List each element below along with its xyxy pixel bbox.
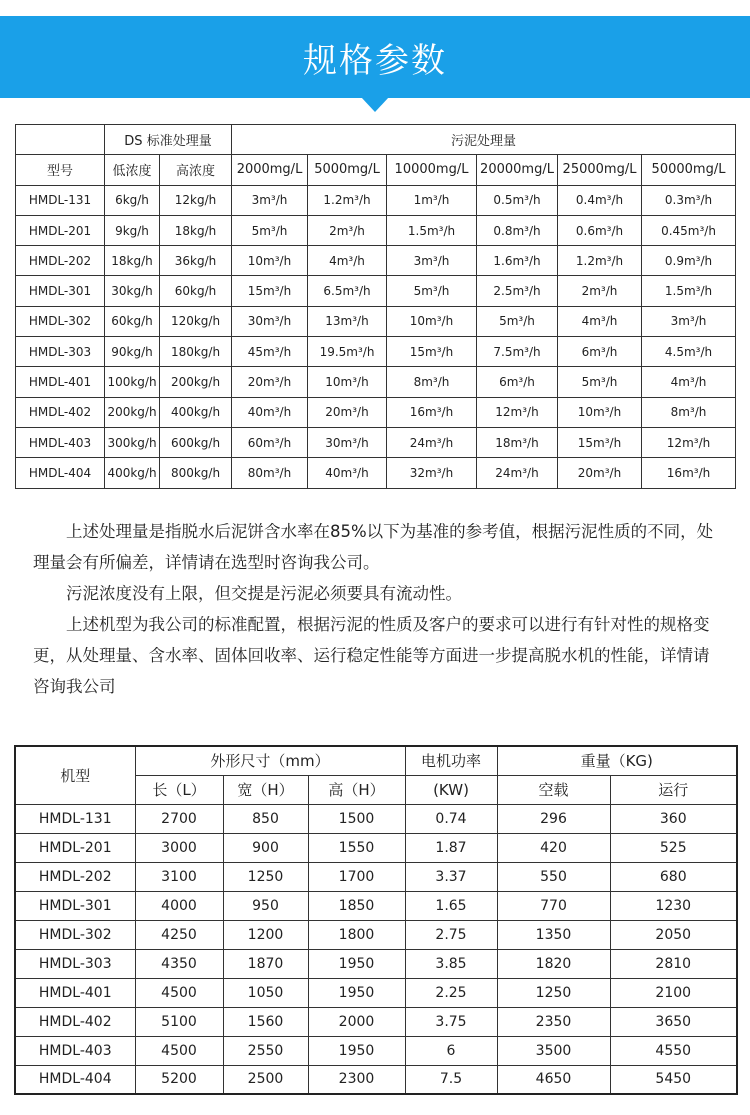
table-cell: 1870 — [223, 949, 308, 978]
table-cell: 4350 — [135, 949, 223, 978]
table-cell: 3.75 — [405, 1007, 497, 1036]
table-cell: 60m³/h — [232, 427, 308, 457]
header-conc: 25000mg/L — [558, 155, 642, 185]
table-cell: 15m³/h — [558, 427, 642, 457]
table-cell: 3.37 — [405, 862, 497, 891]
header-width: 宽（H） — [223, 775, 308, 804]
table-cell: 2300 — [308, 1065, 405, 1094]
capacity-subheader-row — [16, 155, 736, 185]
table-cell: 1950 — [308, 978, 405, 1007]
table-cell: 30m³/h — [232, 306, 308, 336]
header-blank — [16, 125, 105, 155]
table-cell: 1250 — [223, 862, 308, 891]
table-cell: 6.5m³/h — [308, 276, 387, 306]
header-weight-group: 重量（KG) — [497, 746, 737, 775]
table-cell: 3500 — [497, 1036, 610, 1065]
table-cell: 5200 — [135, 1065, 223, 1094]
table-cell: 1500 — [308, 804, 405, 833]
banner-notch — [361, 97, 389, 112]
header-conc: 2000mg/L — [232, 155, 308, 185]
table-row — [16, 337, 736, 367]
table-cell: 200kg/h — [105, 397, 160, 427]
table-cell: 20m³/h — [308, 397, 387, 427]
table-cell: 1350 — [497, 920, 610, 949]
table-cell: 550 — [497, 862, 610, 891]
table-cell: 10m³/h — [558, 397, 642, 427]
table-cell: 5m³/h — [232, 215, 308, 245]
table-cell: 12m³/h — [477, 397, 558, 427]
header-length: 长（L） — [135, 775, 223, 804]
table-cell: 60kg/h — [160, 276, 232, 306]
table-cell: 10m³/h — [387, 306, 477, 336]
table-cell: 6 — [405, 1036, 497, 1065]
table-cell: 800kg/h — [160, 458, 232, 488]
model-cell: HMDL-301 — [15, 891, 135, 920]
header-sludge-group: 污泥处理量 — [232, 125, 736, 155]
table-cell: 8m³/h — [642, 397, 736, 427]
dimension-table-body — [15, 804, 737, 1094]
table-cell: 19.5m³/h — [308, 337, 387, 367]
table-row — [16, 246, 736, 276]
table-cell: 24m³/h — [387, 427, 477, 457]
table-cell: 9kg/h — [105, 215, 160, 245]
table-row — [15, 804, 737, 833]
table-cell: 0.5m³/h — [477, 185, 558, 215]
table-cell: 4m³/h — [642, 367, 736, 397]
header-low: 低浓度 — [105, 155, 160, 185]
model-cell: HMDL-302 — [15, 920, 135, 949]
table-row — [15, 978, 737, 1007]
model-cell: HMDL-401 — [16, 367, 105, 397]
table-cell: 3100 — [135, 862, 223, 891]
table-cell: 200kg/h — [160, 367, 232, 397]
capacity-table — [15, 124, 736, 489]
table-row — [16, 458, 736, 488]
table-cell: 6m³/h — [477, 367, 558, 397]
note-paragraph: 上述机型为我公司的标准配置，根据污泥的性质及客户的要求可以进行有针对性的规格变更，从处理量、含水率、固体回收率、运行稳定性能等方面进一步提高脱水机的性能，详情请咨询我公司 — [33, 615, 710, 696]
table-cell: 3000 — [135, 833, 223, 862]
table-cell: 1560 — [223, 1007, 308, 1036]
table-cell: 8m³/h — [387, 367, 477, 397]
table-cell: 6kg/h — [105, 185, 160, 215]
header-model: 型号 — [16, 155, 105, 185]
table-cell: 4500 — [135, 1036, 223, 1065]
table-cell: 1950 — [308, 949, 405, 978]
model-cell: HMDL-303 — [15, 949, 135, 978]
table-cell: 1050 — [223, 978, 308, 1007]
table-cell: 680 — [610, 862, 737, 891]
table-row — [15, 862, 737, 891]
table-cell: 2500 — [223, 1065, 308, 1094]
table-row — [16, 367, 736, 397]
table-cell: 0.3m³/h — [642, 185, 736, 215]
table-cell: 12m³/h — [642, 427, 736, 457]
table-cell: 15m³/h — [387, 337, 477, 367]
table-cell: 40m³/h — [308, 458, 387, 488]
model-cell: HMDL-131 — [15, 804, 135, 833]
table-cell: 4m³/h — [308, 246, 387, 276]
header-empty: 空载 — [497, 775, 610, 804]
table-cell: 1700 — [308, 862, 405, 891]
table-cell: 5m³/h — [558, 367, 642, 397]
table-cell: 2050 — [610, 920, 737, 949]
model-cell: HMDL-302 — [16, 306, 105, 336]
model-cell: HMDL-402 — [15, 1007, 135, 1036]
table-cell: 296 — [497, 804, 610, 833]
table-cell: 12kg/h — [160, 185, 232, 215]
table-cell: 1.87 — [405, 833, 497, 862]
table-cell: 3m³/h — [232, 185, 308, 215]
table-cell: 1950 — [308, 1036, 405, 1065]
table-cell: 6m³/h — [558, 337, 642, 367]
table-cell: 2m³/h — [558, 276, 642, 306]
model-cell: HMDL-303 — [16, 337, 105, 367]
table-cell: 18m³/h — [477, 427, 558, 457]
table-cell: 18kg/h — [105, 246, 160, 276]
table-cell: 4650 — [497, 1065, 610, 1094]
table-cell: 1.6m³/h — [477, 246, 558, 276]
model-cell: HMDL-201 — [15, 833, 135, 862]
header-running: 运行 — [610, 775, 737, 804]
capacity-table-body — [16, 185, 736, 488]
table-cell: 20m³/h — [558, 458, 642, 488]
model-cell: HMDL-403 — [15, 1036, 135, 1065]
table-cell: 4m³/h — [558, 306, 642, 336]
table-cell: 45m³/h — [232, 337, 308, 367]
table-cell: 32m³/h — [387, 458, 477, 488]
model-cell: HMDL-402 — [16, 397, 105, 427]
table-cell: 2350 — [497, 1007, 610, 1036]
table-cell: 40m³/h — [232, 397, 308, 427]
table-row — [15, 1065, 737, 1094]
table-row — [15, 1007, 737, 1036]
table-cell: 4000 — [135, 891, 223, 920]
model-cell: HMDL-201 — [16, 215, 105, 245]
table-cell: 90kg/h — [105, 337, 160, 367]
table-cell: 900 — [223, 833, 308, 862]
table-cell: 5450 — [610, 1065, 737, 1094]
table-cell: 1.5m³/h — [387, 215, 477, 245]
section-banner — [0, 16, 750, 98]
section-title: 规格参数 — [303, 40, 447, 81]
table-cell: 0.9m³/h — [642, 246, 736, 276]
table-cell: 5100 — [135, 1007, 223, 1036]
model-cell: HMDL-403 — [16, 427, 105, 457]
table-cell: 2810 — [610, 949, 737, 978]
table-cell: 1.2m³/h — [308, 185, 387, 215]
table-cell: 2m³/h — [308, 215, 387, 245]
table-cell: 13m³/h — [308, 306, 387, 336]
table-cell: 4550 — [610, 1036, 737, 1065]
table-cell: 1.65 — [405, 891, 497, 920]
note-paragraph: 上述处理量是指脱水后泥饼含水率在85%以下为基准的参考值，根据污泥性质的不同，处理量会有所偏差，详情请在选型时咨询我公司。 — [33, 522, 714, 572]
table-row — [16, 276, 736, 306]
table-cell: 1800 — [308, 920, 405, 949]
table-cell: 2100 — [610, 978, 737, 1007]
table-cell: 3m³/h — [387, 246, 477, 276]
note-paragraph: 污泥浓度没有上限，但交提是污泥必须要具有流动性。 — [66, 584, 462, 603]
table-cell: 850 — [223, 804, 308, 833]
table-cell: 4250 — [135, 920, 223, 949]
table-cell: 2.75 — [405, 920, 497, 949]
table-cell: 2.5m³/h — [477, 276, 558, 306]
table-row — [16, 306, 736, 336]
table-cell: 1.5m³/h — [642, 276, 736, 306]
table-cell: 16m³/h — [642, 458, 736, 488]
header-high: 高浓度 — [160, 155, 232, 185]
table-cell: 1820 — [497, 949, 610, 978]
table-cell: 0.74 — [405, 804, 497, 833]
table-cell: 18kg/h — [160, 215, 232, 245]
table-cell: 2.25 — [405, 978, 497, 1007]
table-cell: 525 — [610, 833, 737, 862]
table-cell: 180kg/h — [160, 337, 232, 367]
header-model: 机型 — [15, 746, 135, 804]
table-cell: 16m³/h — [387, 397, 477, 427]
model-cell: HMDL-404 — [15, 1065, 135, 1094]
dimension-header-row — [15, 746, 737, 775]
table-cell: 5m³/h — [387, 276, 477, 306]
table-cell: 2000 — [308, 1007, 405, 1036]
table-cell: 600kg/h — [160, 427, 232, 457]
table-cell: 1m³/h — [387, 185, 477, 215]
table-cell: 10m³/h — [308, 367, 387, 397]
table-row — [15, 920, 737, 949]
table-cell: 0.8m³/h — [477, 215, 558, 245]
header-ds-group: DS 标准处理量 — [105, 125, 232, 155]
dimension-table — [14, 745, 738, 1095]
table-row — [15, 1036, 737, 1065]
table-cell: 15m³/h — [232, 276, 308, 306]
table-cell: 1850 — [308, 891, 405, 920]
model-cell: HMDL-301 — [16, 276, 105, 306]
table-cell: 10m³/h — [232, 246, 308, 276]
table-cell: 1550 — [308, 833, 405, 862]
table-row — [15, 949, 737, 978]
table-cell: 80m³/h — [232, 458, 308, 488]
header-conc: 20000mg/L — [477, 155, 558, 185]
model-cell: HMDL-131 — [16, 185, 105, 215]
table-cell: 5m³/h — [477, 306, 558, 336]
table-cell: 1250 — [497, 978, 610, 1007]
table-cell: 1200 — [223, 920, 308, 949]
table-cell: 300kg/h — [105, 427, 160, 457]
table-cell: 770 — [497, 891, 610, 920]
table-cell: 420 — [497, 833, 610, 862]
table-cell: 24m³/h — [477, 458, 558, 488]
table-cell: 950 — [223, 891, 308, 920]
table-row — [16, 215, 736, 245]
table-cell: 3m³/h — [642, 306, 736, 336]
table-cell: 1.2m³/h — [558, 246, 642, 276]
header-conc: 5000mg/L — [308, 155, 387, 185]
table-cell: 2700 — [135, 804, 223, 833]
table-cell: 36kg/h — [160, 246, 232, 276]
table-cell: 4500 — [135, 978, 223, 1007]
notes — [33, 516, 725, 702]
header-power: 电机功率 — [405, 746, 497, 775]
table-cell: 3650 — [610, 1007, 737, 1036]
table-cell: 7.5 — [405, 1065, 497, 1094]
model-cell: HMDL-202 — [16, 246, 105, 276]
table-row — [16, 185, 736, 215]
header-height: 高（H） — [308, 775, 405, 804]
table-cell: 0.4m³/h — [558, 185, 642, 215]
table-cell: 7.5m³/h — [477, 337, 558, 367]
table-cell: 0.6m³/h — [558, 215, 642, 245]
table-cell: 4.5m³/h — [642, 337, 736, 367]
table-cell: 400kg/h — [105, 458, 160, 488]
table-cell: 20m³/h — [232, 367, 308, 397]
table-cell: 0.45m³/h — [642, 215, 736, 245]
table-cell: 100kg/h — [105, 367, 160, 397]
table-cell: 120kg/h — [160, 306, 232, 336]
table-row — [16, 427, 736, 457]
model-cell: HMDL-404 — [16, 458, 105, 488]
table-cell: 30kg/h — [105, 276, 160, 306]
model-cell: HMDL-202 — [15, 862, 135, 891]
header-size-group: 外形尺寸（mm） — [135, 746, 405, 775]
table-cell: 3.85 — [405, 949, 497, 978]
header-conc: 10000mg/L — [387, 155, 477, 185]
table-cell: 2550 — [223, 1036, 308, 1065]
table-cell: 60kg/h — [105, 306, 160, 336]
header-conc: 50000mg/L — [642, 155, 736, 185]
table-cell: 360 — [610, 804, 737, 833]
table-row — [16, 397, 736, 427]
table-cell: 30m³/h — [308, 427, 387, 457]
table-cell: 400kg/h — [160, 397, 232, 427]
table-cell: 1230 — [610, 891, 737, 920]
model-cell: HMDL-401 — [15, 978, 135, 1007]
table-row — [15, 833, 737, 862]
capacity-header-row — [16, 125, 736, 155]
table-row — [15, 891, 737, 920]
header-power-unit: (KW) — [405, 775, 497, 804]
